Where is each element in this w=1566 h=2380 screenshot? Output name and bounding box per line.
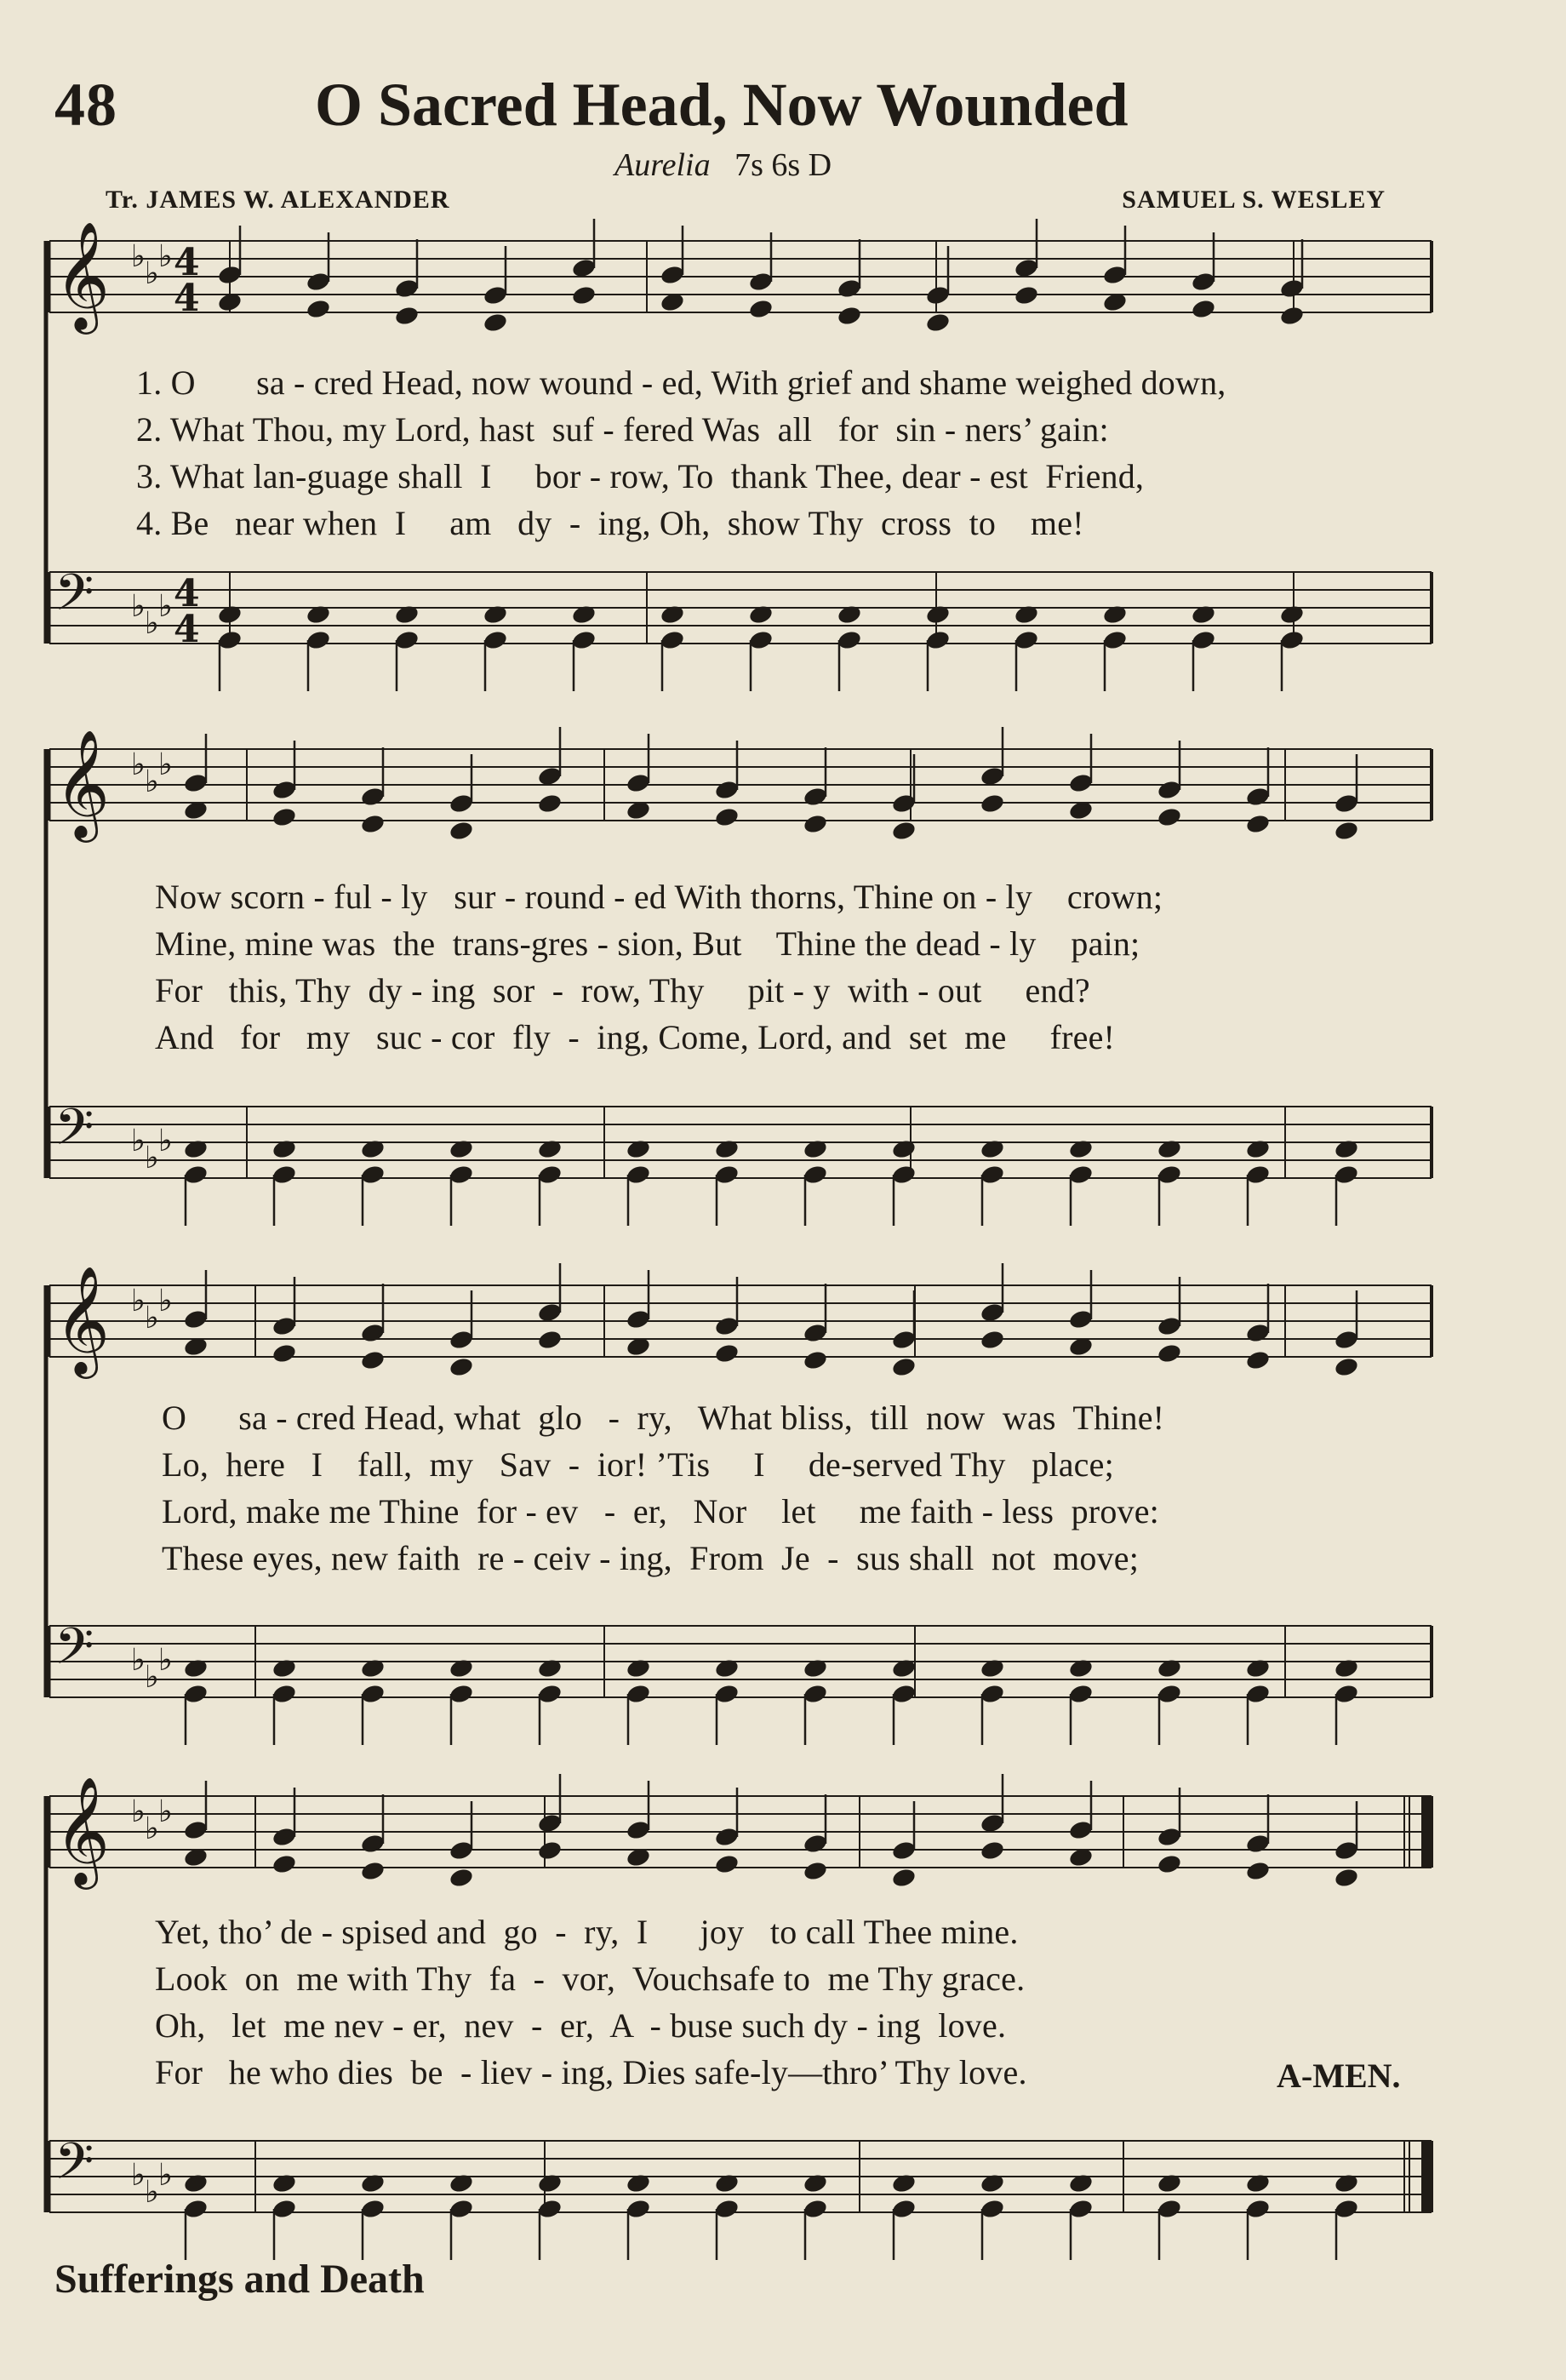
note-head	[1245, 2172, 1272, 2194]
note-head	[1245, 1349, 1272, 1371]
note-head	[360, 1860, 386, 1882]
note-head	[183, 1164, 209, 1186]
note-head	[1334, 820, 1360, 842]
note-head	[537, 2198, 563, 2220]
note-head	[271, 1853, 298, 1875]
note-head	[394, 629, 420, 651]
note-head	[748, 604, 774, 626]
note-head	[660, 604, 686, 626]
note-head	[626, 772, 652, 794]
note-head	[980, 1839, 1006, 1862]
note-head	[449, 2198, 475, 2220]
note-head	[980, 1329, 1006, 1351]
verse-line: 1. O sa - cred Head, now wound - ed, With grief and shame weighed down,	[136, 363, 1226, 402]
note-head	[714, 779, 740, 801]
note-head	[1068, 1683, 1094, 1705]
note-head	[891, 1657, 917, 1679]
note-head	[925, 312, 952, 334]
verse-line: 4. Be near when I am dy - ing, Oh, show Thy cross to me!	[136, 504, 1084, 542]
note-head	[980, 2198, 1006, 2220]
note-head	[360, 1833, 386, 1855]
hymn-title: O Sacred Head, Now Wounded	[315, 71, 1129, 139]
verse-line: Mine, mine was the trans-gres - sion, But Thine the dead - ly pain;	[155, 924, 1140, 963]
note-head	[1102, 264, 1129, 286]
note-head	[1157, 1342, 1183, 1364]
note-head	[1157, 1164, 1183, 1186]
note-head	[1157, 1683, 1183, 1705]
note-head	[360, 1683, 386, 1705]
note-head	[537, 2172, 563, 2194]
note-head	[1334, 1356, 1360, 1378]
note-head	[537, 1138, 563, 1160]
note-head	[1245, 1683, 1272, 1705]
note-head	[183, 772, 209, 794]
flat-sign: ♭	[145, 1811, 159, 1846]
note-head	[360, 1138, 386, 1160]
note-head	[537, 792, 563, 815]
flat-sign: ♭	[131, 1643, 146, 1678]
note-head	[271, 1826, 298, 1848]
note-head	[1191, 604, 1217, 626]
note-head	[571, 284, 597, 306]
note-head	[837, 305, 863, 327]
time-signature: 4	[174, 608, 200, 651]
note-head	[537, 1657, 563, 1679]
note-head	[394, 277, 420, 300]
note-head	[714, 1853, 740, 1875]
note-head	[837, 604, 863, 626]
note-head	[803, 1322, 829, 1344]
note-head	[714, 1657, 740, 1679]
note-head	[1245, 1164, 1272, 1186]
note-head	[449, 2172, 475, 2194]
note-head	[537, 1683, 563, 1705]
tune-name: Aurelia	[614, 147, 711, 183]
section-footer: Sufferings and Death	[54, 2257, 425, 2302]
note-head	[891, 1867, 917, 1889]
note-head	[449, 1657, 475, 1679]
meter: 7s 6s D	[734, 147, 832, 183]
verse-line: Lord, make me Thine for - ev - er, Nor let me faith - less prove:	[162, 1492, 1159, 1530]
flat-sign: ♭	[145, 1141, 159, 1176]
note-head	[483, 629, 509, 651]
note-head	[1245, 1833, 1272, 1855]
note-head	[483, 604, 509, 626]
note-head	[626, 1308, 652, 1330]
note-head	[980, 1657, 1006, 1679]
note-head	[483, 312, 509, 334]
flat-sign: ♭	[131, 1124, 146, 1159]
note-head	[1245, 786, 1272, 808]
note-head	[925, 284, 952, 306]
note-head	[449, 1839, 475, 1862]
note-head	[394, 305, 420, 327]
note-head	[1157, 1315, 1183, 1337]
note-head	[714, 1164, 740, 1186]
treble-clef: 𝄞	[54, 220, 111, 329]
final-bar	[1421, 1796, 1430, 1868]
note-head	[1334, 792, 1360, 815]
note-head	[891, 792, 917, 815]
note-head	[360, 786, 386, 808]
bass-clef: 𝄢	[54, 563, 94, 634]
verse-line: O sa - cred Head, what glo - ry, What bliss, till now was Thine!	[162, 1399, 1165, 1437]
note-head	[1068, 1819, 1094, 1841]
note-head	[891, 1356, 917, 1378]
flat-sign: ♭	[131, 239, 146, 274]
note-head	[1334, 1164, 1360, 1186]
note-head	[1102, 604, 1129, 626]
bass-clef: 𝄢	[54, 2131, 94, 2203]
note-head	[1245, 1657, 1272, 1679]
note-head	[1279, 604, 1306, 626]
note-head	[271, 1138, 298, 1160]
note-head	[271, 779, 298, 801]
flat-sign: ♭	[158, 747, 173, 782]
note-head	[1334, 1329, 1360, 1351]
note-head	[626, 1819, 652, 1841]
note-head	[626, 2198, 652, 2220]
note-head	[660, 629, 686, 651]
composer-credit: SAMUEL S. WESLEY	[1122, 186, 1386, 214]
note-head	[449, 1164, 475, 1186]
note-head	[891, 1138, 917, 1160]
note-head	[626, 1683, 652, 1705]
note-head	[271, 1683, 298, 1705]
note-head	[1334, 1867, 1360, 1889]
note-head	[306, 271, 332, 293]
note-head	[925, 604, 952, 626]
note-head	[748, 271, 774, 293]
flat-sign: ♭	[131, 589, 146, 624]
bass-clef: 𝄢	[54, 1097, 94, 1169]
note-head	[449, 820, 475, 842]
note-head	[891, 1329, 917, 1351]
note-head	[1334, 1138, 1360, 1160]
note-head	[1068, 1308, 1094, 1330]
note-head	[394, 604, 420, 626]
time-signature: 4	[174, 241, 200, 284]
note-head	[714, 2172, 740, 2194]
note-head	[714, 1315, 740, 1337]
note-head	[1014, 604, 1040, 626]
note-head	[1157, 2198, 1183, 2220]
note-head	[1334, 1683, 1360, 1705]
note-head	[1245, 1860, 1272, 1882]
note-head	[449, 1138, 475, 1160]
note-head	[1068, 2172, 1094, 2194]
note-head	[360, 2172, 386, 2194]
flat-sign: ♭	[145, 256, 159, 291]
note-head	[891, 2172, 917, 2194]
verse-line: For he who dies be - liev - ing, Dies safe-ly—thro’ Thy love.	[155, 2053, 1027, 2091]
verse-line: Yet, tho’ de - spised and go - ry, I joy to call Thee mine.	[155, 1913, 1019, 1951]
flat-sign: ♭	[158, 1643, 173, 1678]
note-head	[714, 1683, 740, 1705]
note-head	[271, 2198, 298, 2220]
note-head	[1191, 271, 1217, 293]
note-head	[1334, 1657, 1360, 1679]
note-head	[183, 1683, 209, 1705]
note-head	[217, 629, 243, 651]
note-head	[837, 277, 863, 300]
note-head	[449, 1329, 475, 1351]
verse-line: 3. What lan-guage shall I bor - row, To thank Thee, dear - est Friend,	[136, 457, 1145, 495]
note-head	[1068, 2198, 1094, 2220]
note-head	[183, 1819, 209, 1841]
note-head	[1157, 779, 1183, 801]
note-head	[891, 820, 917, 842]
note-head	[449, 1867, 475, 1889]
note-head	[803, 813, 829, 835]
note-head	[837, 629, 863, 651]
note-head	[803, 1164, 829, 1186]
note-head	[183, 1657, 209, 1679]
note-head	[803, 1860, 829, 1882]
verse-line: For this, Thy dy - ing sor - row, Thy pit - y with - out end?	[155, 971, 1090, 1010]
note-head	[306, 629, 332, 651]
note-head	[271, 1315, 298, 1337]
translator-credit: Tr. JAMES W. ALEXANDER	[106, 186, 450, 214]
note-head	[626, 2172, 652, 2194]
flat-sign: ♭	[131, 747, 146, 782]
flat-sign: ♭	[158, 1794, 173, 1829]
note-head	[1245, 1138, 1272, 1160]
note-head	[449, 792, 475, 815]
note-head	[1245, 2198, 1272, 2220]
note-head	[1157, 2172, 1183, 2194]
note-head	[306, 604, 332, 626]
note-head	[1279, 305, 1306, 327]
flat-sign: ♭	[145, 1660, 159, 1695]
note-head	[803, 2198, 829, 2220]
note-head	[748, 629, 774, 651]
note-head	[537, 1839, 563, 1862]
verse-line: Look on me with Thy fa - vor, Vouchsafe to me Thy grace.	[155, 1959, 1026, 1998]
note-head	[714, 2198, 740, 2220]
note-head	[1068, 1138, 1094, 1160]
verse-line: Oh, let me nev - er, nev - er, A - buse such dy - ing love.	[155, 2006, 1007, 2045]
note-head	[1014, 629, 1040, 651]
note-head	[449, 1356, 475, 1378]
note-head	[714, 1826, 740, 1848]
note-head	[1157, 1138, 1183, 1160]
note-head	[360, 813, 386, 835]
note-head	[1157, 1657, 1183, 1679]
note-head	[1102, 629, 1129, 651]
note-head	[1334, 2172, 1360, 2194]
verse-line: 2. What Thou, my Lord, hast suf - fered Was all for sin - ners’ gain:	[136, 410, 1109, 449]
note-head	[1157, 1853, 1183, 1875]
note-head	[183, 1138, 209, 1160]
note-head	[626, 1138, 652, 1160]
treble-clef: 𝄞	[54, 1265, 111, 1374]
note-head	[183, 2172, 209, 2194]
note-head	[626, 1657, 652, 1679]
note-head	[980, 2172, 1006, 2194]
note-head	[803, 1683, 829, 1705]
note-head	[1068, 772, 1094, 794]
verse-line: These eyes, new faith re - ceiv - ing, From Je - sus shall not move;	[162, 1539, 1140, 1577]
note-head	[360, 1657, 386, 1679]
note-head	[1245, 813, 1272, 835]
flat-sign: ♭	[158, 589, 173, 624]
note-head	[714, 1342, 740, 1364]
verse-line: Lo, here I fall, my Sav - ior! ’Tis I de-served Thy place;	[162, 1445, 1114, 1484]
note-head	[1068, 1164, 1094, 1186]
note-head	[803, 1138, 829, 1160]
note-head	[1245, 1322, 1272, 1344]
note-head	[1191, 629, 1217, 651]
note-head	[360, 1349, 386, 1371]
note-head	[537, 1329, 563, 1351]
note-head	[803, 2172, 829, 2194]
note-head	[626, 1164, 652, 1186]
time-signature: 4	[174, 572, 200, 615]
flat-sign: ♭	[158, 1284, 173, 1319]
flat-sign: ♭	[145, 764, 159, 799]
flat-sign: ♭	[131, 1794, 146, 1829]
note-head	[891, 1683, 917, 1705]
note-head	[980, 1164, 1006, 1186]
note-head	[1279, 277, 1306, 300]
flat-sign: ♭	[158, 1124, 173, 1159]
note-head	[1157, 1826, 1183, 1848]
note-head	[714, 806, 740, 828]
flat-sign: ♭	[158, 2158, 173, 2193]
flat-sign: ♭	[145, 2175, 159, 2210]
note-head	[803, 1349, 829, 1371]
note-head	[803, 1657, 829, 1679]
note-head	[748, 298, 774, 320]
verse-line: And for my suc - cor fly - ing, Come, Lord, and set me free!	[155, 1018, 1116, 1056]
amen-label: A-MEN.	[1277, 2057, 1401, 2095]
flat-sign: ♭	[145, 1301, 159, 1336]
note-head	[803, 786, 829, 808]
note-head	[217, 604, 243, 626]
note-head	[271, 806, 298, 828]
verse-line: Now scorn - ful - ly sur - round - ed With thorns, Thine on - ly crown;	[155, 878, 1163, 916]
note-head	[1334, 1839, 1360, 1862]
note-head	[1157, 806, 1183, 828]
note-head	[980, 1683, 1006, 1705]
note-head	[537, 1164, 563, 1186]
note-head	[1014, 284, 1040, 306]
note-head	[980, 792, 1006, 815]
note-head	[925, 629, 952, 651]
hymn-number: 48	[54, 71, 117, 139]
note-head	[1334, 2198, 1360, 2220]
flat-sign: ♭	[158, 239, 173, 274]
note-head	[571, 604, 597, 626]
treble-clef: 𝄞	[54, 729, 111, 838]
note-head	[271, 2172, 298, 2194]
time-signature: 4	[174, 277, 200, 320]
bass-clef: 𝄢	[54, 1616, 94, 1688]
note-head	[306, 298, 332, 320]
flat-sign: ♭	[131, 2158, 146, 2193]
note-head	[483, 284, 509, 306]
note-head	[980, 1138, 1006, 1160]
note-head	[183, 1308, 209, 1330]
note-head	[660, 264, 686, 286]
note-head	[714, 1138, 740, 1160]
note-head	[271, 1657, 298, 1679]
note-head	[1068, 1657, 1094, 1679]
treble-clef: 𝄞	[54, 1776, 111, 1885]
note-head	[891, 1164, 917, 1186]
flat-sign: ♭	[145, 606, 159, 641]
note-head	[1279, 629, 1306, 651]
note-head	[803, 1833, 829, 1855]
final-bar	[1421, 2141, 1430, 2212]
note-head	[449, 1683, 475, 1705]
note-head	[271, 1164, 298, 1186]
note-head	[891, 1839, 917, 1862]
note-head	[360, 2198, 386, 2220]
note-head	[1191, 298, 1217, 320]
note-head	[271, 1342, 298, 1364]
note-head	[360, 1322, 386, 1344]
note-head	[183, 2198, 209, 2220]
note-head	[217, 264, 243, 286]
flat-sign: ♭	[131, 1284, 146, 1319]
note-head	[891, 2198, 917, 2220]
note-head	[360, 1164, 386, 1186]
note-head	[571, 629, 597, 651]
